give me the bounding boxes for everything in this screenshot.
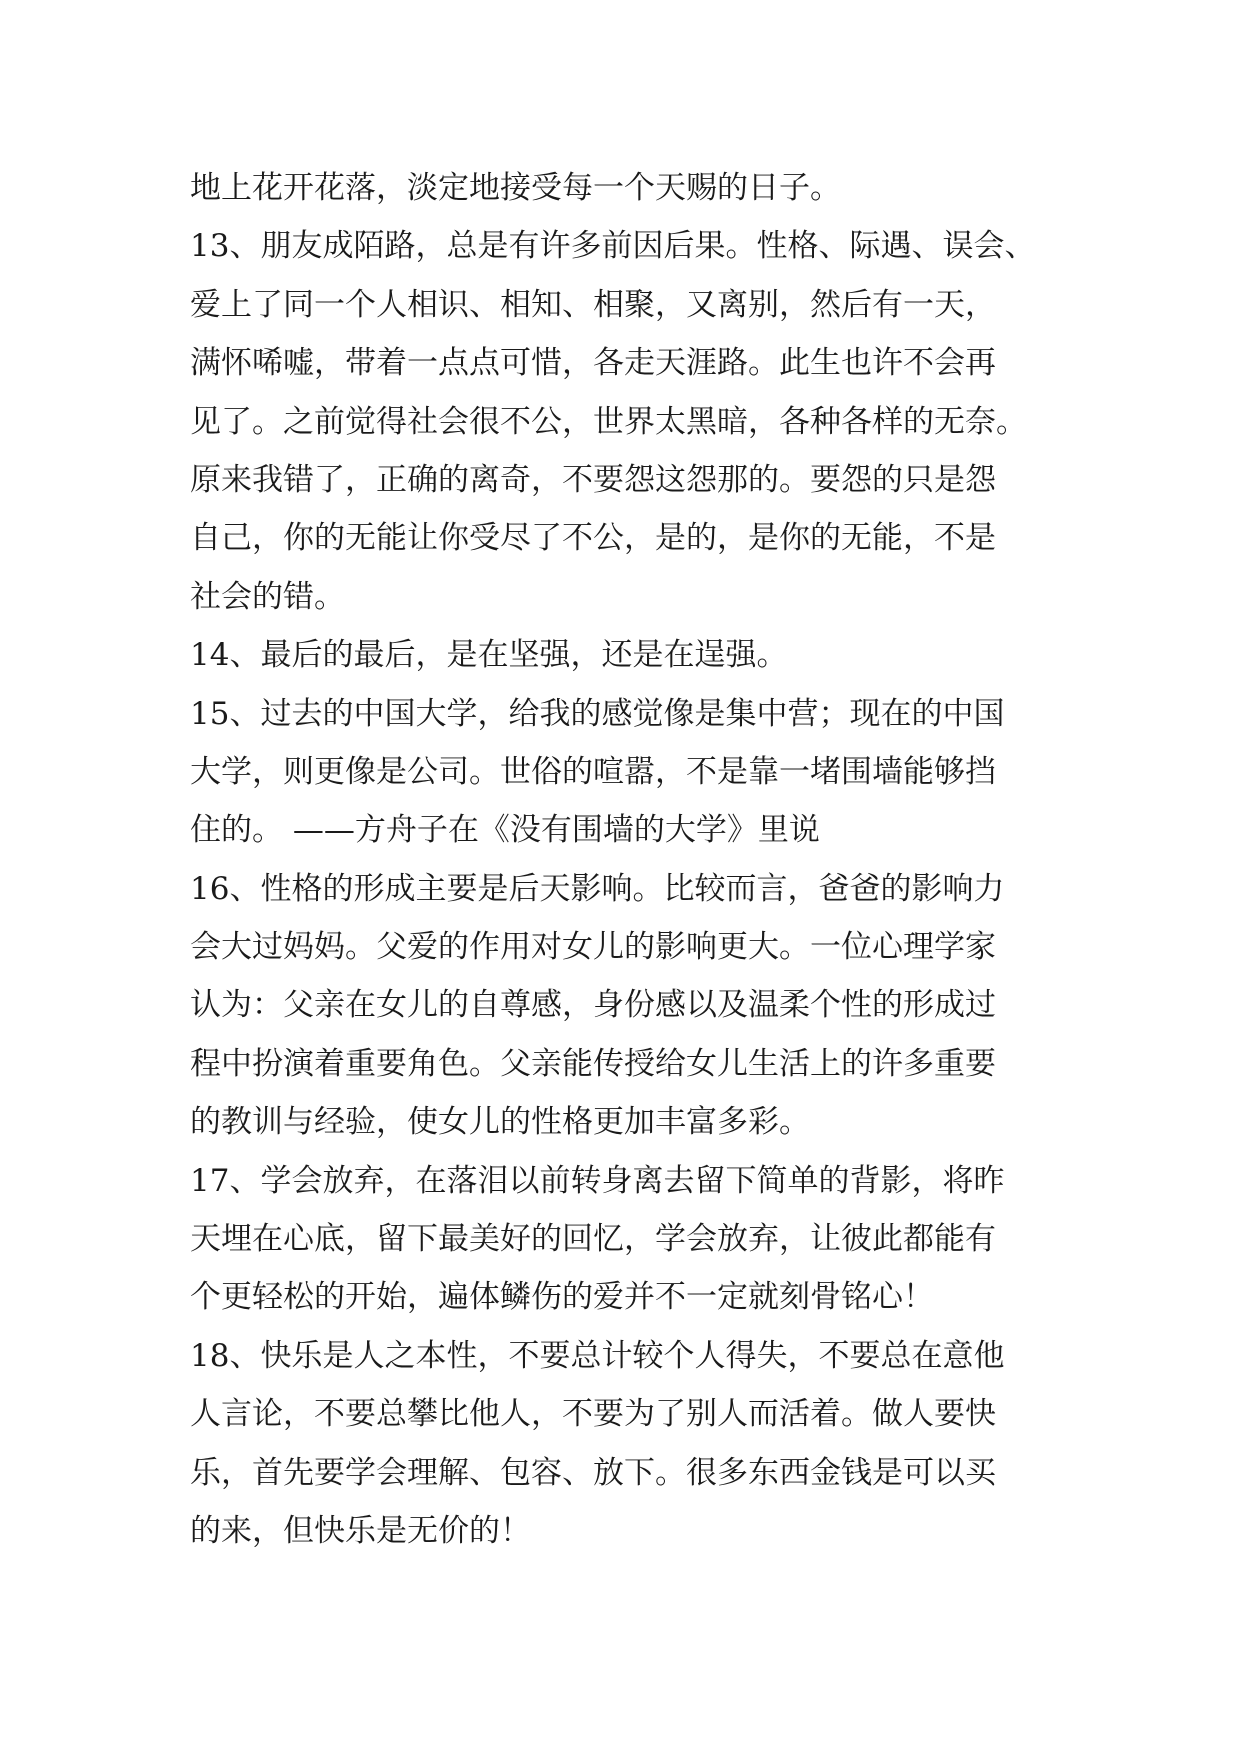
text-line: 大学，则更像是公司。世俗的喧嚣，不是靠一堵围墙能够挡	[190, 753, 996, 790]
text-line: 社会的错。	[190, 578, 345, 615]
text-line: 住的。 ——方舟子在《没有围墙的大学》里说	[190, 812, 820, 849]
text-line: 会大过妈妈。父爱的作用对女儿的影响更大。一位心理学家	[190, 929, 996, 966]
text-line: 18、快乐是人之本性，不要总计较个人得失，不要总在意他	[190, 1337, 1005, 1374]
body-text	[190, 159, 1070, 1560]
text-line: 的来，但快乐是无价的！	[190, 1512, 531, 1549]
text-line: 爱上了同一个人相识、相知、相聚，又离别，然后有一天，	[190, 286, 996, 323]
text-line: 个更轻松的开始，遍体鳞伤的爱并不一定就刻骨铭心！	[190, 1279, 934, 1316]
text-line: 地上花开花落，淡定地接受每一个天赐的日子。	[190, 170, 841, 206]
text-line: 程中扮演着重要角色。父亲能传授给女儿生活上的许多重要	[190, 1045, 996, 1082]
text-line: 见了。之前觉得社会很不公，世界太黑暗，各种各样的无奈。	[190, 403, 1027, 440]
text-line: 的教训与经验，使女儿的性格更加丰富多彩。	[190, 1104, 810, 1141]
text-line: 乐，首先要学会理解、包容、放下。很多东西金钱是可以买	[190, 1454, 996, 1491]
text-line: 14、最后的最后，是在坚强，还是在逞强。	[190, 637, 788, 674]
text-line: 16、性格的形成主要是后天影响。比较而言，爸爸的影响力	[190, 870, 1005, 907]
text-line: 满怀唏嘘，带着一点点可惜，各走天涯路。此生也许不会再	[190, 345, 996, 382]
text-line: 人言论，不要总攀比他人，不要为了别人而活着。做人要快	[190, 1396, 996, 1433]
text-line: 15、过去的中国大学，给我的感觉像是集中营；现在的中国	[190, 695, 1005, 732]
text-line: 13、朋友成陌路，总是有许多前因后果。性格、际遇、误会、	[190, 228, 1036, 265]
text-line: 17、学会放弃，在落泪以前转身离去留下简单的背影，将昨	[190, 1162, 1005, 1199]
text-line: 原来我错了，正确的离奇，不要怨这怨那的。要怨的只是怨	[190, 461, 996, 498]
text-line: 天埋在心底，留下最美好的回忆，学会放弃，让彼此都能有	[190, 1221, 996, 1258]
text-line: 自己，你的无能让你受尽了不公，是的，是你的无能，不是	[190, 520, 996, 557]
text-line: 认为：父亲在女儿的自尊感，身份感以及温柔个性的形成过	[190, 987, 996, 1024]
